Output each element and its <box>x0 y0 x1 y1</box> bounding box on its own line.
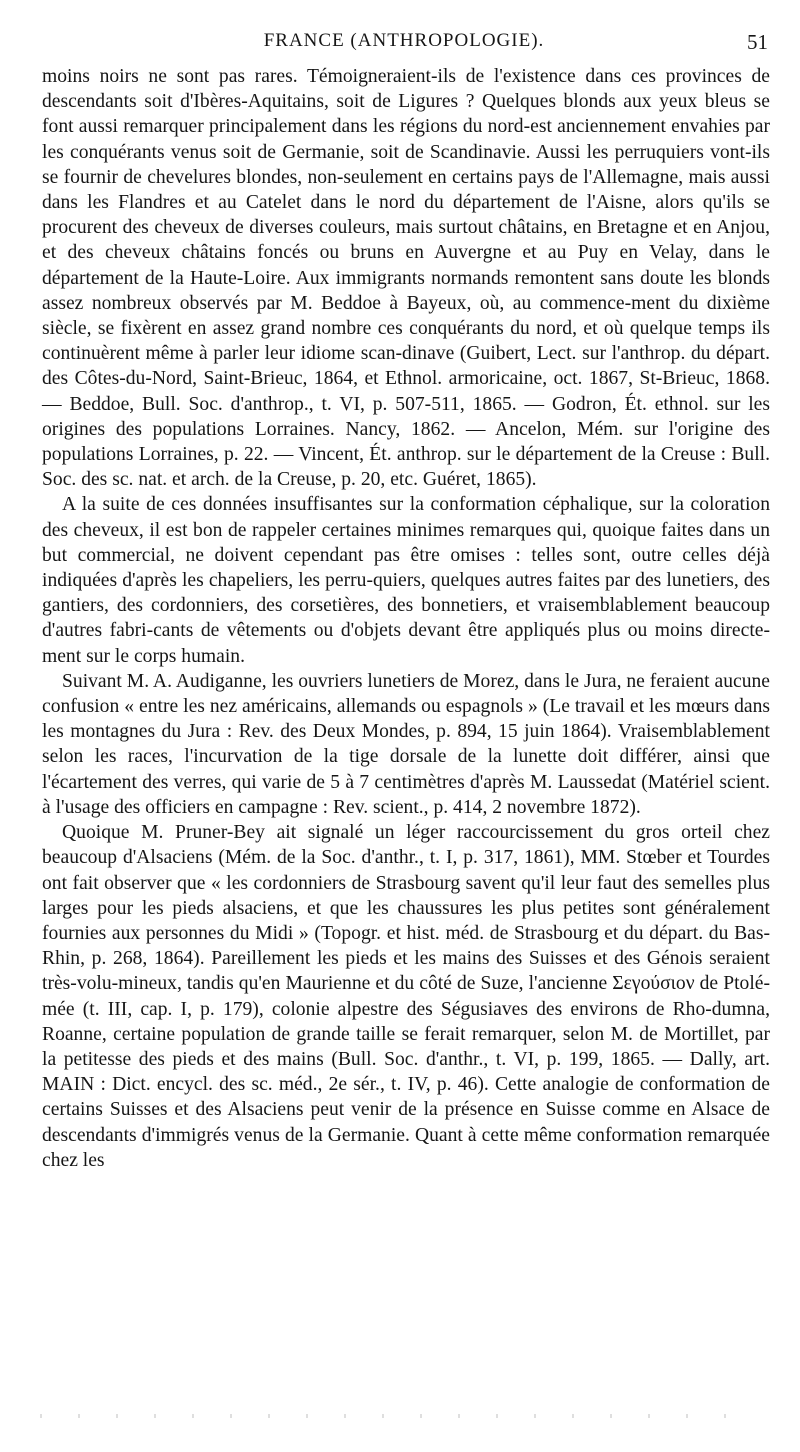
running-head <box>40 30 768 58</box>
paragraph-3: Suivant M. A. Audiganne, les ouvriers lunetiers de Morez, dans le Jura, ne feraient aucune confusion « entre les nez américains, allemands ou espagnols » (Le travail et les mœurs dans les montagnes du Jura : Rev. des Deux Mondes, p. 894, 15 juin 1864). Vraisemblablement selon les races, l'incurvation de la tige dorsale de la lunette doit différer, ainsi que l'écartement des verres, qui varie de 5 à 7 centimètres d'après M. Laussedat (Matériel scient. à l'usage des officiers en campagne : Rev. scient., p. 414, 2 novembre 1872). <box>42 670 770 818</box>
page-number: 51 <box>747 30 768 54</box>
paragraph-4: Quoique M. Pruner-Bey ait signalé un léger raccourcissement du gros orteil chez beaucoup d'Alsaciens (Mém. de la Soc. d'anthr., t. I, p. 317, 1861), MM. Stœber et Tourdes ont fait observer que « les cordonniers de Strasbourg savent qu'il leur faut des semelles plus larges pour les pieds alsaciens, et que les chaussures les plus petites sont généralement fournies aux personnes du Midi » (Topogr. et hist. méd. de Strasbourg et du départ. du Bas-Rhin, p. 268, 1864). Pareillement les pieds et les mains des Suisses et des Génois seraient très-volu-mineux, tandis qu'en Maurienne et du côté de Suze, l'ancienne Σεγούσιον de Ptolé-mée (t. III, cap. I, p. 179), colonie alpestre des Ségusiaves des environs de Rho-dumna, Roanne, certaine population de grande taille se ferait remarquer, selon M. de Mortillet, par la petitesse des pieds et des mains (Bull. Soc. d'anthr., t. VI, p. 199, 1865. — Dally, art. MAIN : Dict. encycl. des sc. méd., 2e sér., t. IV, p. 46). Cette analogie de conformation de certains Suisses et des Alsaciens peut venir de la présence en Suisse comme en Alsace de descendants d'immigrés venus de la Germanie. Quant à cette même conformation remarquée chez les <box>42 822 770 1171</box>
bleed-through-marks <box>40 1414 740 1418</box>
paragraph-1: moins noirs ne sont pas rares. Témoigneraient-ils de l'existence dans ces provinces de descendants soit d'Ibères-Aquitains, soit de Ligures ? Quelques blonds aux yeux bleus se font aussi remarquer principalement dans les régions du nord-est anciennement envahies par les conquérants venus soit de Germanie, soit de Scandinavie. Aussi les perruquiers vont-ils se fournir de chevelures blondes, non-seulement en certains pays de l'Allemagne, mais aussi dans les Flandres et au Catelet dans le nord du département de l'Aisne, alors qu'ils se procurent des cheveux de diverses couleurs, mais surtout châtains, en Bretagne et en Anjou, et des cheveux châtains foncés ou bruns en Auvergne et au Puy en Velay, dans le département de la Haute-Loire. Aux immigrants normands remontent sans doute les blonds assez nombreux observés par M. Beddoe à Bayeux, où, au commence-ment du dixième siècle, se fixèrent en assez grand nombre ces conquérants du nord, et où quelque temps ils continuèrent même à parler leur idiome scan-dinave (Guibert, Lect. sur l'anthrop. du départ. des Côtes-du-Nord, Saint-Brieuc, 1864, et Ethnol. armoricaine, oct. 1867, St-Brieuc, 1868. — Beddoe, Bull. Soc. d'anthrop., t. VI, p. 507-511, 1865. — Godron, Ét. ethnol. sur les origines des populations Lorraines. Nancy, 1862. — Ancelon, Mém. sur l'origine des populations Lorraines, p. 22. — Vincent, Ét. anthrop. sur le département de la Creuse : Bull. Soc. des sc. nat. et arch. de la Creuse, p. 20, etc. Guéret, 1865). <box>42 66 770 491</box>
body-text <box>42 64 770 1173</box>
paragraph-2: A la suite de ces données insuffisantes sur la conformation céphalique, sur la coloration des cheveux, il est bon de rappeler certaines minimes remarques qui, quoique faites dans un but commercial, ne doivent cependant pas être omises : telles sont, outre celles déjà indiquées d'après les chapeliers, les perru-quiers, quelques autres faites par des lunetiers, des gantiers, des cordonniers, des corsetières, des bonnetiers, et vraisemblablement beaucoup d'autres fabri-cants de vêtements ou d'objets devant être appliqués plus ou moins directe-ment sur le corps humain. <box>42 494 770 667</box>
running-title: FRANCE (ANTHROPOLOGIE). <box>263 30 545 51</box>
